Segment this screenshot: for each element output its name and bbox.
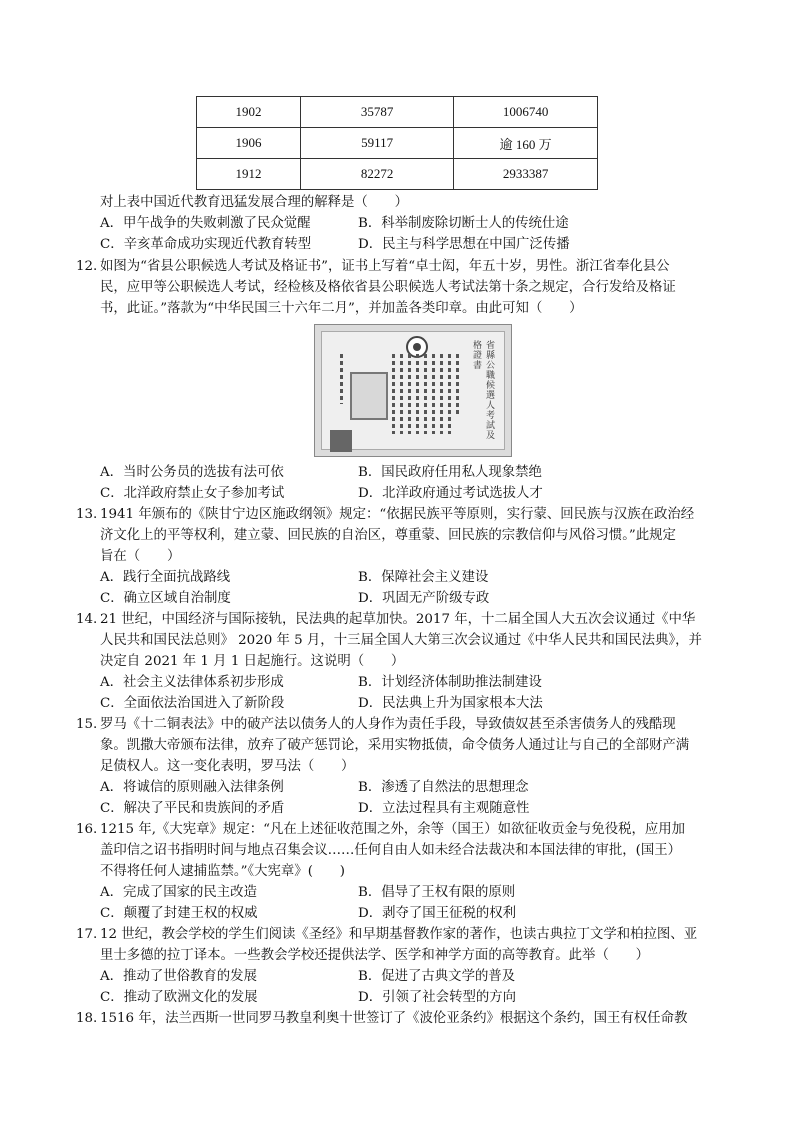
table-row — [197, 128, 598, 159]
q15-line-1: 罗马《十二铜表法》中的破产法以债务人的人身作为责任手段，导致债奴甚至杀害债务人的残酷现 — [100, 717, 676, 732]
q17-option-c: C．推动了欧洲文化的发展 — [100, 990, 258, 1005]
q16-line-2: 盖印信之诏书指明时间与地点召集会议……任何自由人如未经合法裁决和本国法律的审批，(国王） — [100, 843, 682, 858]
table-cell: 59117 — [300, 128, 453, 159]
q14-option-c: C．全面依法治国进入了新阶段 — [100, 696, 285, 711]
q18-line-1: 1516 年，法兰西斯一世同罗马教皇利奥十世签订了《波伦亚条约》根据这个条约，国王有权任命教 — [100, 1011, 688, 1026]
q11-option-d: D．民主与科学思想在中国广泛传播 — [358, 237, 570, 252]
q15-option-b: B．渗透了自然法的思想理念 — [358, 780, 529, 795]
table-cell: 1912 — [197, 159, 301, 190]
photo-thumbnail — [330, 430, 352, 452]
q17-option-d: D．引领了社会转型的方向 — [358, 990, 517, 1005]
q16-option-b: B．倡导了王权有限的原则 — [358, 885, 516, 900]
q15-option-a: A．将诚信的原则融入法律条例 — [100, 780, 284, 795]
q13-line-1: 1941 年颁布的《陕甘宁边区施政纲领》规定：“依据民族平等原则，实行蒙、回民族与汉族在政治经 — [100, 507, 695, 522]
q16-option-c: C．颠覆了封建王权的权威 — [100, 906, 258, 921]
table-cell: 1902 — [197, 97, 301, 128]
table-cell: 2933387 — [454, 159, 598, 190]
table-row — [197, 159, 598, 190]
q11-stem: 对上表中国近代教育迅猛发展合理的解释是（ ） — [100, 195, 408, 210]
q16-line-3: 不得将任何人逮捕监禁。”《大宪章》( ) — [100, 864, 345, 879]
q15-option-d: D．立法过程具有主观随意性 — [358, 801, 530, 816]
q17-option-b: B．促进了古典文学的普及 — [358, 969, 516, 984]
table-row — [197, 97, 598, 128]
seal-stamp — [350, 372, 388, 420]
q17-line-2: 里士多德的拉丁译本。一些教会学校还提供法学、医学和神学方面的高等教育。此举（ ） — [100, 948, 650, 963]
table-cell: 82272 — [300, 159, 453, 190]
q11-option-c: C．辛亥革命成功实现近代教育转型 — [100, 237, 312, 252]
q13-option-d: D．巩固无产阶级专政 — [358, 591, 490, 606]
q12-option-b: B．国民政府任用私人现象禁绝 — [358, 465, 542, 480]
q12-number: 12. — [76, 259, 98, 274]
q16-number: 16. — [76, 822, 98, 837]
q14-option-d: D．民法典上升为国家根本大法 — [358, 696, 543, 711]
q13-line-2: 济文化上的平等权利，建立蒙、回民族的自治区，尊重蒙、回民族的宗教信仰与风俗习惯。”此规定 — [100, 528, 676, 543]
q13-option-a: A．践行全面抗战路线 — [100, 570, 231, 585]
q11-option-b: B．科举制废除切断士人的传统仕途 — [358, 216, 569, 231]
q14-line-1: 21 世纪，中国经济与国际接轨，民法典的起草加快。2017 年，十二届全国人大五次会议通过《中华 — [100, 612, 696, 627]
q17-line-1: 12 世纪，教会学校的学生们阅读《圣经》和早期基督教作家的著作，也读古典拉丁文学和柏拉图、亚 — [100, 927, 698, 942]
q16-line-1: 1215 年,《大宪章》规定：“凡在上述征收范围之外，余等（国王）如欲征收贡金与免役税，应用加 — [100, 822, 686, 837]
q16-option-d: D．剥夺了国王征税的权利 — [358, 906, 517, 921]
q15-number: 15. — [76, 717, 98, 732]
q14-line-2: 人民共和国民法总则》 2020 年 5 月，十三届全国人大第三次会议通过《中华人民共和国民法典》，并 — [100, 633, 702, 648]
q18-number: 18. — [76, 1011, 98, 1026]
data-table — [196, 96, 598, 190]
table-cell: 1006740 — [454, 97, 598, 128]
q13-number: 13. — [76, 507, 98, 522]
q11-option-a: A．甲午战争的失败刺激了民众觉醒 — [100, 216, 311, 231]
q12-option-d: D．北洋政府通过考试选拔人才 — [358, 486, 543, 501]
q12-line-2: 民，应甲等公职候选人考试，经检核及格依省县公职候选人考试法第十条之规定，合行发给及格证 — [100, 280, 676, 295]
q14-line-3: 决定自 2021 年 1 月 1 日起施行。这说明（ ） — [100, 654, 405, 669]
q12-line-3: 书，此证。”落款为“中华民国三十六年二月”，并加盖各类印章。由此可知（ ） — [100, 301, 583, 316]
q15-line-2: 象。凯撒大帝颁布法律，放弃了破产惩罚论，采用实物抵债，命令债务人通过让与自己的全部财产满 — [100, 738, 690, 753]
q16-option-a: A．完成了国家的民主改造 — [100, 885, 257, 900]
q14-option-b: B．计划经济体制助推法制建设 — [358, 675, 542, 690]
table-cell: 逾 160 万 — [454, 128, 598, 159]
table-cell: 35787 — [300, 97, 453, 128]
certificate-image — [314, 324, 512, 457]
table-cell: 1906 — [197, 128, 301, 159]
q14-option-a: A．社会主义法律体系初步形成 — [100, 675, 284, 690]
q15-option-c: C．解决了平民和贵族间的矛盾 — [100, 801, 285, 816]
q17-option-a: A．推动了世俗教育的发展 — [100, 969, 257, 984]
certificate-title: 省縣公職候選人考試及格證書 — [471, 340, 494, 440]
q12-option-c: C．北洋政府禁止女子参加考试 — [100, 486, 285, 501]
q13-option-b: B．保障社会主义建设 — [358, 570, 489, 585]
q12-line-1: 如图为“省县公职候选人考试及格证书”，证书上写着“卓士闳，年五十岁，男性。浙江省奉化县公 — [100, 259, 670, 274]
q13-line-3: 旨在（ ） — [100, 549, 181, 564]
q12-option-a: A．当时公务员的选拔有法可依 — [100, 465, 284, 480]
q15-line-3: 足债权人。这一变化表明，罗马法（ ） — [100, 759, 355, 774]
q17-number: 17. — [76, 927, 98, 942]
q14-number: 14. — [76, 612, 98, 627]
q13-option-c: C．确立区域自治制度 — [100, 591, 231, 606]
